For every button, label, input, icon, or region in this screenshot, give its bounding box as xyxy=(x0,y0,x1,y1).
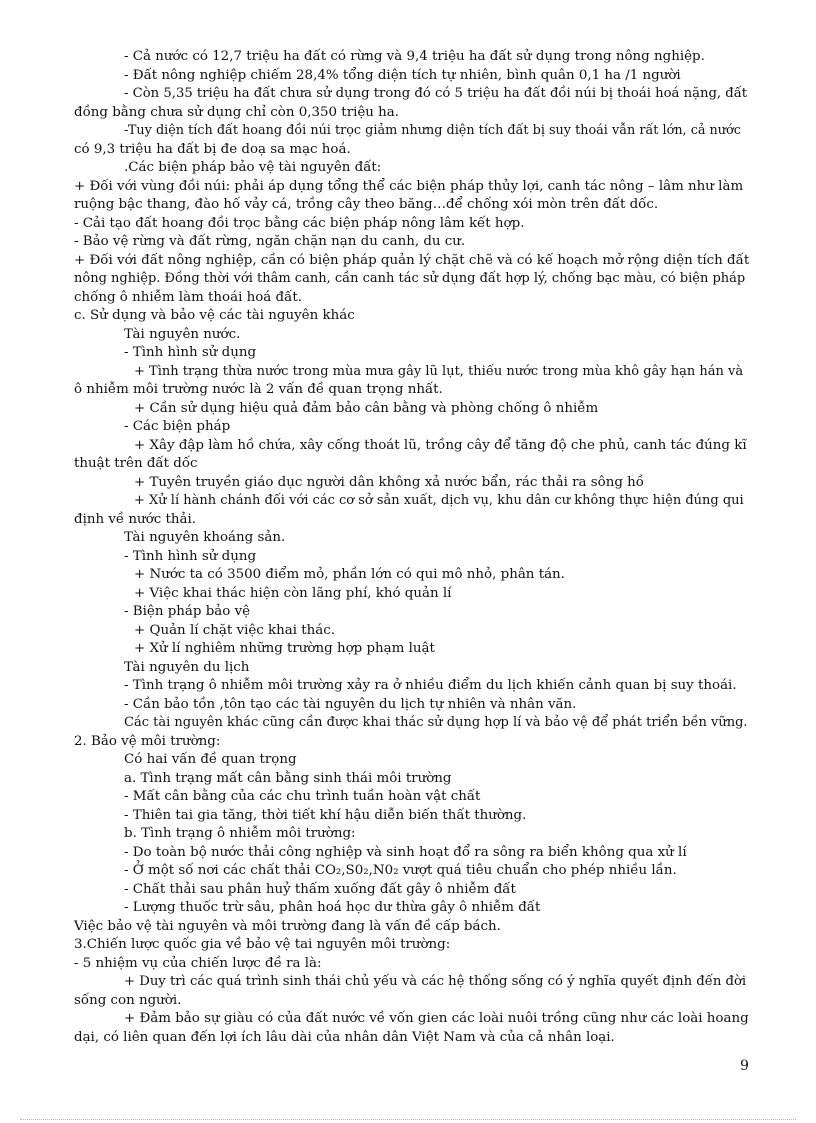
text-line: -Tuy diện tích đất hoang đồi núi trọc giảm nhưng diện tích đất bị suy thoái vẫn rất lớn, cả nước xyxy=(124,123,741,138)
text-line: + Đảm bảo sự giàu có của đất nước về vốn gien các loài nuôi trồng cũng như các loài hoang xyxy=(124,1011,749,1026)
text-line: - Tình trạng ô nhiễm môi trường xảy ra ở nhiều điểm du lịch khiến cảnh quan bị suy thoái. xyxy=(124,678,737,693)
text-line: - Còn 5,35 triệu ha đất chưa sử dụng trong đó có 5 triệu ha đất đồi núi bị thoái hoá nặng, đất xyxy=(124,86,748,101)
text-line: + Việc khai thác hiện còn lãng phí, khó quản lí xyxy=(134,585,452,601)
text-line: Các tài nguyên khác cũng cần được khai thác sử dụng hợp lí và bảo vệ để phát triển bền vững. xyxy=(124,715,748,730)
text-line: chống ô nhiễm làm thoái hoá đất. xyxy=(74,289,302,305)
text-line: + Xây đập làm hồ chứa, xây cống thoát lũ, trồng cây để tăng độ che phủ, canh tác đúng kĩ xyxy=(134,437,747,453)
text-line: a. Tình trạng mất cân bằng sinh thái môi trường xyxy=(124,770,452,786)
text-line: - Bảo vệ rừng và đất rừng, ngăn chặn nạn du canh, du cư. xyxy=(74,234,466,249)
text-line: dại, có liên quan đến lợi ích lâu dài của nhân dân Việt Nam và của cả nhân loại. xyxy=(74,1029,615,1045)
text-line: + Xử lí nghiêm những trường hợp phạm luật xyxy=(134,641,435,656)
text-line: - Do toàn bộ nước thải công nghiệp và sinh hoạt đổ ra sông ra biển không qua xử lí xyxy=(124,844,687,860)
text-line: đồng bằng chưa sử dụng chỉ còn 0,350 triệu ha. xyxy=(74,104,400,120)
text-line: - Cải tạo đất hoang đồi trọc bằng các biện pháp nông lâm kết hợp. xyxy=(74,215,525,231)
text-line: Tài nguyên nước. xyxy=(124,326,241,342)
text-line: - Tình hình sử dụng xyxy=(124,548,257,564)
page-body xyxy=(74,48,750,1047)
text-line: b. Tình trạng ô nhiễm môi trường: xyxy=(124,826,356,841)
text-line: + Quản lí chặt việc khai thác. xyxy=(134,622,336,638)
text-line: - Cả nước có 12,7 triệu ha đất có rừng và 9,4 triệu ha đất sử dụng trong nông nghiệp. xyxy=(124,49,705,64)
text-line: - Mất cân bằng của các chu trình tuần hoàn vật chất xyxy=(124,789,481,804)
text-line: c. Sử dụng và bảo vệ các tài nguyên khác xyxy=(74,308,355,323)
text-line: - Biện pháp bảo vệ xyxy=(124,604,251,619)
text-line: ruộng bậc thang, đào hố vảy cá, trồng cây theo băng…để chống xói mòn trên đất dốc. xyxy=(74,197,659,212)
text-line: ô nhiễm môi trường nước là 2 vấn đề quan trọng nhất. xyxy=(74,382,443,397)
text-line: - Lượng thuốc trừ sâu, phân hoá học dư thừa gây ô nhiễm đất xyxy=(124,900,541,915)
text-line: + Đối với vùng đồi núi: phải áp dụng tổng thể các biện pháp thủy lợi, canh tác nông – lâm như làm xyxy=(74,178,744,194)
text-line: định về nước thải. xyxy=(74,511,197,527)
text-line: Tài nguyên khoáng sản. xyxy=(124,530,286,545)
text-line: + Nước ta có 3500 điểm mỏ, phần lớn có qui mô nhỏ, phân tán. xyxy=(134,567,565,582)
text-line: thuật trên đất dốc xyxy=(74,456,198,471)
page-bottom-divider xyxy=(20,1119,796,1120)
text-line: .Các biện pháp bảo vệ tài nguyên đất: xyxy=(124,160,382,175)
text-line: 3.Chiến lược quốc gia về bảo vệ tai nguyên môi trường: xyxy=(74,937,451,952)
text-line: - Cần bảo tồn ,tôn tạo các tài nguyên du lịch tự nhiên và nhân văn. xyxy=(124,696,577,712)
text-line: - Ở một số nơi các chất thải CO₂,S0₂,N0₂ vượt quá tiêu chuẩn cho phép nhiều lần. xyxy=(124,863,677,878)
text-line: + Duy trì các quá trình sinh thái chủ yếu và các hệ thống sống có ý nghĩa quyết định đến đời xyxy=(124,974,747,989)
text-line: Có hai vấn đề quan trọng xyxy=(124,752,297,767)
text-line: 2. Bảo vệ môi trường: xyxy=(74,733,221,749)
page-number: 9 xyxy=(740,1058,749,1074)
text-line: + Tuyên truyền giáo dục người dân không xả nước bẩn, rác thải ra sông hồ xyxy=(134,474,644,490)
text-line: + Tình trạng thừa nước trong mùa mưa gây lũ lụt, thiếu nước trong mùa khô gây hạn hán và xyxy=(134,363,744,379)
text-line: - Chất thải sau phân huỷ thấm xuống đất gây ô nhiễm đất xyxy=(124,881,516,897)
text-line: có 9,3 triệu ha đất bị đe doạ sa mạc hoá. xyxy=(74,141,351,157)
text-line: Tài nguyên du lịch xyxy=(124,659,250,675)
text-line: nông nghiệp. Đồng thời với thâm canh, cần canh tác sử dụng đất hợp lý, chống bạc màu, có biện pháp xyxy=(74,271,746,286)
text-line: - 5 nhiệm vụ của chiến lược đề ra là: xyxy=(74,955,322,971)
text-line: sống con người. xyxy=(74,992,182,1008)
text-line: - Thiên tai gia tăng, thời tiết khí hậu diễn biến thất thường. xyxy=(124,807,527,823)
text-line: + Cần sử dụng hiệu quả đảm bảo cân bằng và phòng chống ô nhiễm xyxy=(134,400,599,416)
text-line: + Đối với đất nông nghiệp, cần có biện pháp quản lý chặt chẽ và có kế hoạch mở rộng diện tích đất xyxy=(74,252,750,268)
text-line: + Xử lí hành chánh đối với các cơ sở sản xuất, dịch vụ, khu dân cư không thực hiện đúng qui xyxy=(134,493,744,508)
text-line: - Đất nông nghiệp chiếm 28,4% tổng diện tích tự nhiên, bình quân 0,1 ha /1 người xyxy=(124,67,681,83)
text-line: - Tình hình sử dụng xyxy=(124,345,257,360)
text-line: - Các biện pháp xyxy=(124,419,231,434)
text-line: Việc bảo vệ tài nguyên và môi trường đang là vấn đề cấp bách. xyxy=(74,918,501,934)
